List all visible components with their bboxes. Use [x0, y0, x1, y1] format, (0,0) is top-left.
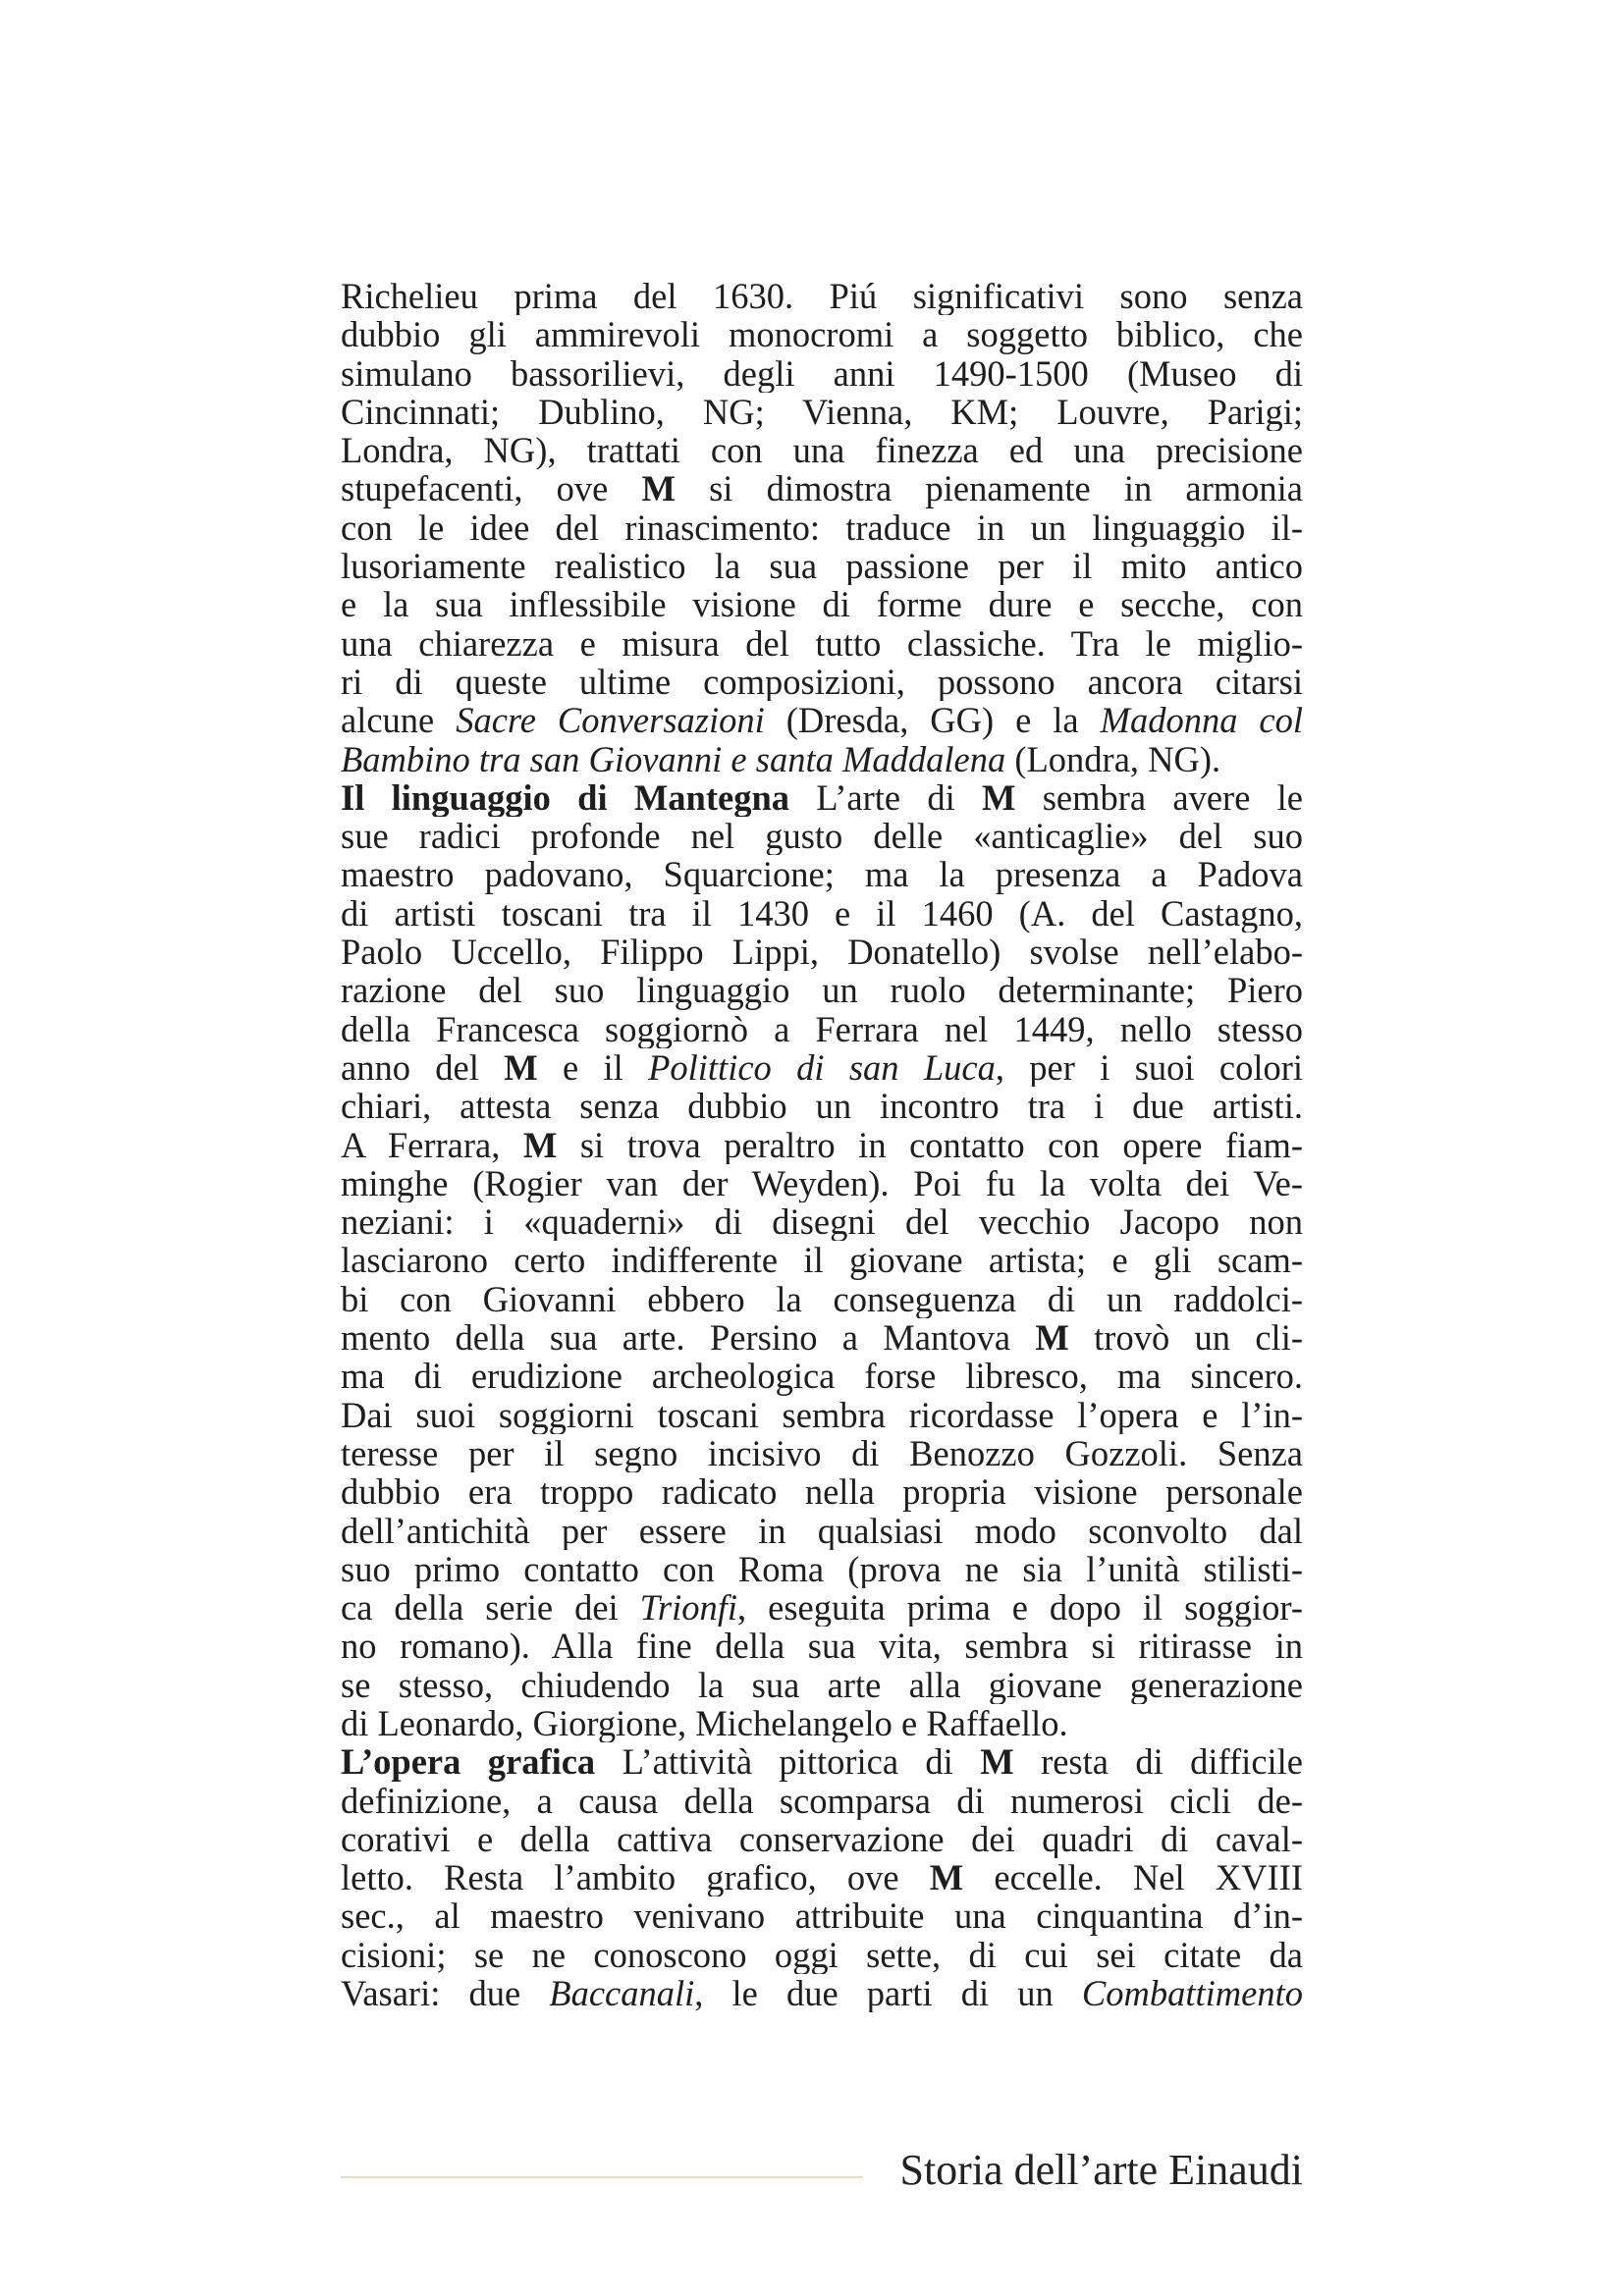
bold-run: M [929, 1858, 964, 1897]
text-run: Dai suoi soggiorni toscani sembra ricordasse l’opera e l’in- [341, 1395, 1303, 1434]
text-line [341, 1087, 1303, 1125]
text-run: letto. Resta l’ambito grafico, ove [341, 1858, 930, 1897]
text-line [341, 1280, 1303, 1318]
text-line [341, 1704, 1303, 1742]
text-run: L’attività pittorica di [595, 1742, 981, 1782]
text-line [341, 547, 1303, 585]
text-run: anno del [341, 1047, 505, 1088]
text-line [341, 1512, 1303, 1550]
text-run: dubbio era troppo radicato nella propria visione personale [341, 1472, 1303, 1512]
text-run: se stesso, chiudendo la sua arte alla giovane generazione [341, 1665, 1303, 1704]
text-run: Vasari: due [341, 1974, 550, 2013]
text-run: e la sua inflessibile visione di forme dure e secche, con [341, 585, 1303, 624]
text-line [341, 1010, 1303, 1048]
italic-run: Baccanali [549, 1974, 695, 2013]
text-run: lusoriamente realistico la sua passione per il mito antico [341, 547, 1303, 586]
text-run: simulano bassorilievi, degli anni 1490-1500 (Museo di [341, 353, 1303, 393]
text-line [341, 1666, 1303, 1704]
text-run: (Dresda, GG) e la [764, 701, 1101, 740]
italic-run: Trionfi [639, 1588, 738, 1628]
text-line [341, 933, 1303, 971]
text-run: maestro padovano, Squarcione; ma la presenza a Padova [341, 855, 1303, 894]
text-line [341, 1896, 1303, 1935]
text-line [341, 894, 1303, 933]
text-run: no romano). Alla fine della sua vita, sembra si ritirasse in [341, 1627, 1303, 1666]
text-line [341, 624, 1303, 663]
text-line [341, 778, 1303, 817]
text-line [341, 1588, 1303, 1627]
text-run: lasciarono certo indifferente il giovane artista; e gli scam- [341, 1241, 1303, 1280]
text-line [341, 277, 1303, 315]
text-line [341, 315, 1303, 353]
text-run: eccelle. Nel XVIII [963, 1858, 1303, 1897]
text-line [341, 1241, 1303, 1279]
text-run: teresse per il segno incisivo di Benozzo Gozzoli. Senza [341, 1433, 1303, 1473]
text-run: (Londra, NG). [1005, 739, 1221, 778]
footer-rule [341, 2176, 863, 2178]
text-run: e il [537, 1047, 649, 1088]
text-line [341, 1742, 1303, 1781]
text-run: dell’antichità per essere in qualsiasi modo sconvolto dal [341, 1511, 1303, 1550]
text-line [341, 817, 1303, 855]
text-run: definizione, a causa della scomparsa di numerosi cicli de- [341, 1781, 1303, 1820]
text-line [341, 508, 1303, 547]
bold-run: M [1035, 1318, 1069, 1358]
text-line [341, 855, 1303, 893]
text-run: Londra, NG), trattati con una finezza ed una precisione [341, 431, 1303, 470]
text-line [341, 431, 1303, 469]
text-line [341, 1782, 1303, 1820]
text-run: stupefacenti, ove [341, 469, 642, 508]
text-run: resta di difficile [1013, 1742, 1303, 1782]
text-run: neziani: i «quaderni» di disegni del vecchio Jacopo non [341, 1202, 1303, 1242]
text-line [341, 1974, 1303, 2012]
text-run: cisioni; se ne conoscono oggi sette, di cui sei citate da [341, 1935, 1303, 1975]
text-line [341, 1048, 1303, 1087]
text-run: una chiarezza e misura del tutto classiche. Tra le miglio- [341, 623, 1303, 663]
text-line [341, 1472, 1303, 1511]
text-run: suo primo contatto con Roma (prova ne sia l’unità stilisti- [341, 1549, 1303, 1589]
text-run: trovò un cli- [1068, 1318, 1303, 1358]
text-run: di artisti toscani tra il 1430 e il 1460 (A. del Castagno, [341, 893, 1303, 934]
italic-run: Bambino tra san Giovanni e santa Maddalena [341, 739, 1006, 778]
text-run: corativi e della cattiva conservazione dei quadri di caval- [341, 1819, 1303, 1859]
italic-run: Combattimento [1081, 1974, 1303, 2013]
text-run: dubbio gli ammirevoli monocromi a soggetto biblico, che [341, 315, 1303, 354]
bold-run: Il linguaggio di Mantegna [341, 777, 790, 818]
text-line [341, 1820, 1303, 1858]
text-line [341, 1627, 1303, 1665]
text-run: alcune [341, 701, 457, 740]
text-line [341, 1434, 1303, 1472]
text-line [341, 1858, 1303, 1896]
text-run: con le idee del rinascimento: traduce in un linguaggio il- [341, 507, 1303, 548]
text-run: ri di queste ultime composizioni, possono ancora citarsi [341, 662, 1303, 702]
text-line [341, 1164, 1303, 1202]
bold-run: M [522, 1125, 558, 1164]
bold-run: M [641, 469, 676, 508]
text-run: si dimostra pienamente in armonia [675, 469, 1303, 508]
text-line [341, 701, 1303, 739]
text-line [341, 663, 1303, 701]
bold-run: M [504, 1047, 538, 1088]
text-run: di Leonardo, Giorgione, Michelangelo e Raffaello. [341, 1703, 1068, 1743]
text-line [341, 585, 1303, 623]
text-run: Paolo Uccello, Filippo Lippi, Donatello) svolse nell’elabo- [341, 933, 1303, 972]
text-run: Richelieu prima del 1630. Piú significativi sono senza [341, 277, 1303, 316]
text-run: L’arte di [789, 777, 982, 818]
text-line [341, 1126, 1303, 1164]
text-run: ca della serie dei [341, 1588, 640, 1628]
text-run: Cincinnati; Dublino, NG; Vienna, KM; Louvre, Parigi; [341, 392, 1303, 432]
text-line [341, 740, 1303, 778]
text-run: sec., al maestro venivano attribuite una cinquantina d’in- [341, 1896, 1303, 1936]
italic-run: Sacre Conversazioni [456, 701, 765, 740]
italic-run: Polittico di san Luca [648, 1047, 996, 1088]
text-run: , eseguita prima e dopo il soggior- [737, 1588, 1303, 1628]
italic-run: Madonna col [1100, 701, 1303, 740]
text-line [341, 1396, 1303, 1434]
bold-run: M [982, 777, 1016, 818]
text-line [341, 1318, 1303, 1357]
text-line [341, 469, 1303, 507]
text-line [341, 1550, 1303, 1588]
text-line [341, 354, 1303, 393]
text-run: sue radici profonde nel gusto delle «anticaglie» del suo [341, 817, 1303, 856]
bold-run: L’opera grafica [341, 1742, 596, 1782]
text-line [341, 971, 1303, 1009]
text-run: , le due parti di un [694, 1974, 1082, 2013]
text-run: ma di erudizione archeologica forse libresco, ma sincero. [341, 1357, 1303, 1396]
text-run: A Ferrara, [341, 1125, 523, 1164]
text-run: bi con Giovanni ebbero la conseguenza di un raddolci- [341, 1279, 1303, 1319]
text-run: razione del suo linguaggio un ruolo determinante; Piero [341, 971, 1303, 1010]
text-line [341, 1202, 1303, 1241]
footer-title: Storia dell’arte Einaudi [899, 2146, 1303, 2194]
text-run: mento della sua arte. Persino a Mantova [341, 1318, 1036, 1358]
text-run: si trova peraltro in contatto con opere fiam- [557, 1125, 1303, 1164]
bold-run: M [980, 1742, 1014, 1782]
text-run: minghe (Rogier van der Weyden). Poi fu la volta dei Ve- [341, 1163, 1303, 1203]
text-line [341, 1357, 1303, 1395]
text-run: chiari, attesta senza dubbio un incontro tra i due artisti. [341, 1087, 1303, 1126]
text-line [341, 393, 1303, 431]
text-run: della Francesca soggiornò a Ferrara nel 1449, nello stesso [341, 1009, 1303, 1048]
body-text [341, 277, 1303, 2012]
text-run: , per i suoi colori [995, 1047, 1303, 1088]
text-run: sembra avere le [1015, 777, 1303, 818]
text-line [341, 1936, 1303, 1974]
